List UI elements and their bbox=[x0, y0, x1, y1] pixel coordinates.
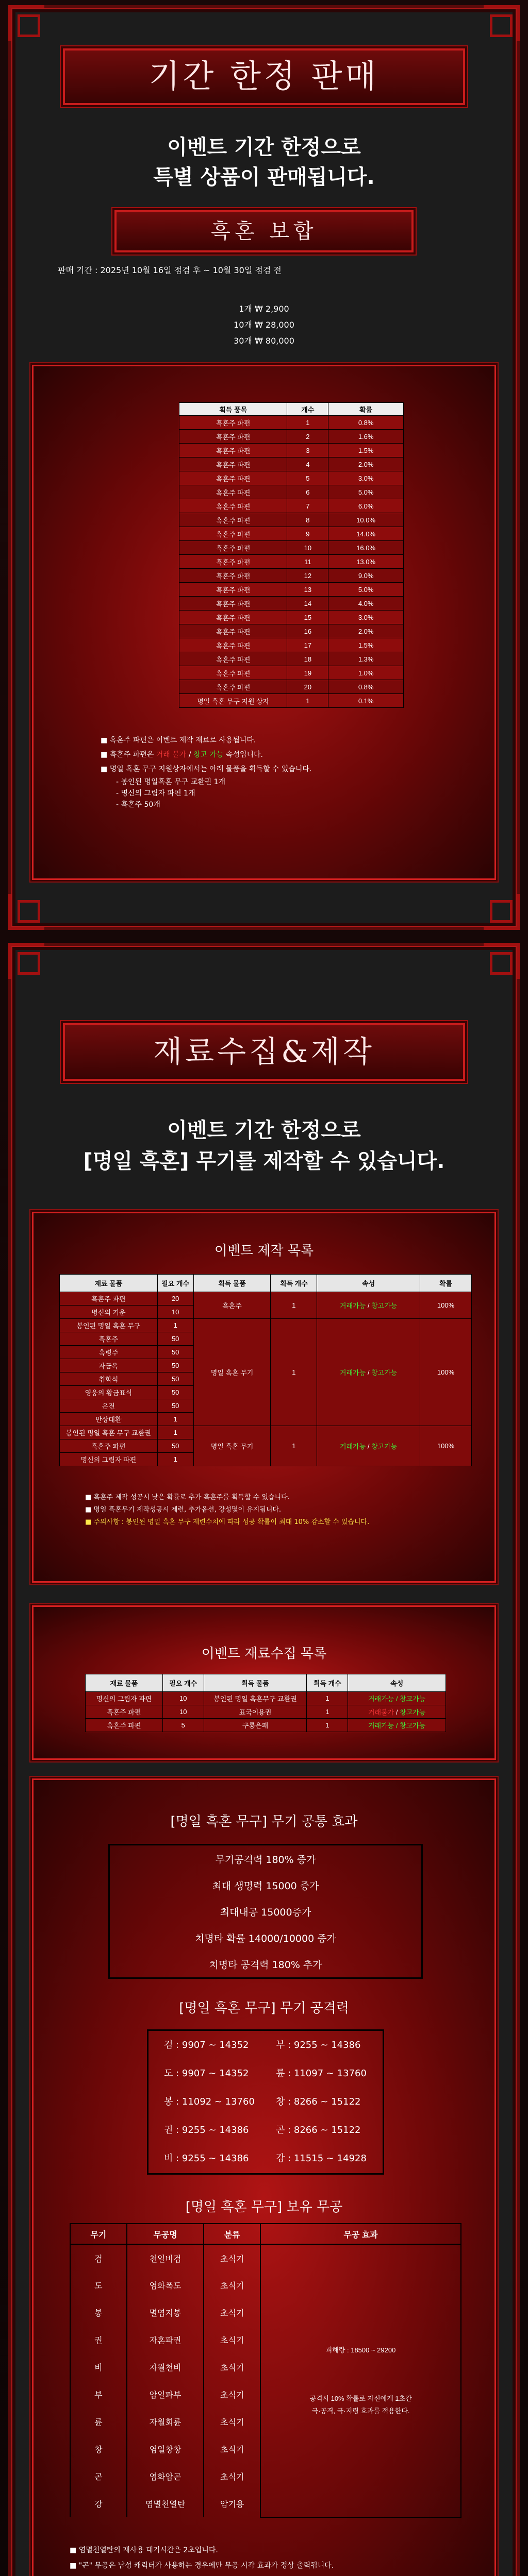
cell-item: 흑혼주 파편 bbox=[179, 597, 287, 611]
cell-item: 흑혼주 파편 bbox=[179, 666, 287, 680]
header-count: 개수 bbox=[287, 403, 328, 416]
note-text: 흑혼주 제작 성공시 낮은 확률로 추가 흑혼주를 획득할 수 있습니다. bbox=[93, 1494, 290, 1501]
cell-count: 5 bbox=[287, 471, 328, 485]
col-result-count: 획득 개수 bbox=[271, 1275, 317, 1292]
cell-type: 초식기 bbox=[204, 2408, 260, 2435]
craft-lead-line1: 이벤트 기간 한정으로 bbox=[167, 1118, 361, 1142]
cell-count: 2 bbox=[287, 430, 328, 444]
table-row bbox=[179, 513, 404, 527]
cell-weapon: 부 bbox=[70, 2381, 127, 2408]
cell-need: 1 bbox=[157, 1453, 193, 1466]
cell-attr bbox=[317, 1319, 420, 1426]
cell-rate: 1.3% bbox=[328, 652, 404, 666]
cell-skill-name: 자월천비 bbox=[127, 2353, 204, 2381]
attr-trade-ok: 거래가능 bbox=[340, 1302, 366, 1310]
cell-rate: 3.0% bbox=[328, 611, 404, 624]
col-skill-name: 무공명 bbox=[127, 2224, 204, 2244]
cell-result-count: 1 bbox=[271, 1426, 317, 1466]
note-text: 명일 흑혼무기 제작성공시 제련, 추가옵션, 강성몇이 유지됩니다. bbox=[93, 1506, 282, 1514]
cell-need: 10 bbox=[162, 1692, 204, 1705]
cell-skill-name: 천일비검 bbox=[127, 2244, 204, 2272]
skill-effect-line: 공격시 10% 확률로 자신에게 1초간 bbox=[309, 2395, 412, 2402]
common-effect-title: [명일 흑혼 무구] 무기 공통 효과 bbox=[170, 1814, 358, 1829]
cell-item: 흑혼주 파편 bbox=[179, 471, 287, 485]
cell-type: 초식기 bbox=[204, 2353, 260, 2381]
skill-effect-line: 극·공격, 극·지령 효과를 적용한다. bbox=[311, 2407, 410, 2415]
cell-result: 봉인된 명일 흑혼무구 교환권 bbox=[204, 1692, 307, 1705]
col-attr: 속성 bbox=[348, 1674, 446, 1692]
owned-skill-rows bbox=[70, 2244, 461, 2517]
cell-material: 명신의 기운 bbox=[60, 1306, 158, 1319]
cell-type: 초식기 bbox=[204, 2381, 260, 2408]
cell-item: 흑혼주 파편 bbox=[179, 555, 287, 569]
col-rate: 확률 bbox=[420, 1275, 472, 1292]
note-text: 주의사항 : 봉인된 명일 흑혼 무구 제련수치에 따라 성공 확률이 최대 10% 감소할 수 있습니다. bbox=[93, 1518, 370, 1526]
collect-table bbox=[85, 1674, 446, 1732]
collect-row bbox=[86, 1692, 446, 1705]
cell-type: 초식기 bbox=[204, 2463, 260, 2490]
note-item bbox=[70, 2573, 350, 2576]
cell-skill-name: 자혼파권 bbox=[127, 2326, 204, 2353]
skill-damage: 피해량 : 18500 ~ 29200 bbox=[325, 2346, 396, 2354]
corner-ornament bbox=[484, 943, 520, 979]
col-type: 분류 bbox=[204, 2224, 260, 2244]
cell-need: 50 bbox=[157, 1439, 193, 1453]
cell-rate: 1.0% bbox=[328, 666, 404, 680]
attr-storage-ok: 창고가능 bbox=[371, 1443, 398, 1450]
cell-count: 14 bbox=[287, 597, 328, 611]
cell-need: 1 bbox=[157, 1319, 193, 1332]
cell-skill-name: 멸염지봉 bbox=[127, 2299, 204, 2326]
sale-lead-line1: 이벤트 기간 한정으로 bbox=[167, 135, 361, 159]
effect-line: 치명타 확률 14000/10000 증가 bbox=[195, 1933, 336, 1944]
cell-material: 영웅의 황금표식 bbox=[60, 1386, 158, 1399]
cell-rate: 1.5% bbox=[328, 638, 404, 652]
corner-ornament bbox=[484, 5, 520, 41]
cell-need: 50 bbox=[157, 1346, 193, 1359]
craft-table bbox=[59, 1274, 472, 1466]
cell-need: 1 bbox=[157, 1426, 193, 1439]
attack-row bbox=[148, 2116, 383, 2144]
cell-material: 흑혼주 파편 bbox=[60, 1439, 158, 1453]
cell-rate: 0.8% bbox=[328, 680, 404, 694]
subnote: - 봉인된 명일흑혼 무구 교환권 1개 bbox=[116, 778, 226, 786]
cell-material: 흑혼주 파편 bbox=[60, 1292, 158, 1306]
table-row bbox=[179, 569, 404, 583]
weapon-attack-box bbox=[147, 2029, 384, 2175]
cell-item: 흑혼주 파편 bbox=[179, 638, 287, 652]
note-text: "곤" 무공은 남성 캐릭터가 사용하는 경우에만 무공 시각 효과가 정상 출력됩니다. bbox=[78, 2562, 334, 2570]
craft-lead-line2: [명일 흑혼] 무기를 제작할 수 있습니다. bbox=[83, 1149, 445, 1173]
craft-row bbox=[60, 1319, 472, 1332]
cell-skill-effect bbox=[260, 2244, 461, 2517]
attack-value: 비 : 9255 ~ 14386 bbox=[164, 2153, 249, 2164]
owned-skill-table bbox=[70, 2223, 461, 2518]
cell-item: 흑혼주 파편 bbox=[179, 416, 287, 430]
table-row bbox=[179, 555, 404, 569]
cell-material: 명신의 그림자 파편 bbox=[60, 1453, 158, 1466]
cell-item: 흑혼주 파편 bbox=[179, 457, 287, 471]
attack-value: 검 : 9907 ~ 14352 bbox=[164, 2040, 249, 2050]
table-row bbox=[179, 471, 404, 485]
cell-attr bbox=[348, 1705, 446, 1719]
attr-sep: / bbox=[186, 751, 193, 759]
attr-trade-ok: 거래가능 bbox=[340, 1369, 366, 1377]
cell-result: 구룡은패 bbox=[204, 1719, 307, 1732]
cell-rate: 4.0% bbox=[328, 597, 404, 611]
cell-type: 초식기 bbox=[204, 2272, 260, 2299]
cell-item: 명일 흑혼 무구 지원 상자 bbox=[179, 694, 287, 708]
table-row bbox=[179, 527, 404, 541]
note-item: ■ "곤" 무공은 남성 캐릭터가 사용하는 경우에만 무공 시각 효과가 정상 출력됩니다. bbox=[70, 2562, 334, 2570]
cell-material: 명신의 그림자 파편 bbox=[86, 1692, 163, 1705]
table-row bbox=[179, 680, 404, 694]
cell-need: 50 bbox=[157, 1372, 193, 1386]
craft-section bbox=[8, 943, 520, 2576]
cell-material: 봉인된 명일 흑혼 무구 bbox=[60, 1319, 158, 1332]
cell-need: 50 bbox=[157, 1332, 193, 1346]
cell-weapon: 비 bbox=[70, 2353, 127, 2381]
table-row bbox=[179, 457, 404, 471]
price-30: 30개 ₩ 80,000 bbox=[234, 336, 294, 346]
note-item: ■ 흑혼주 파편은 이벤트 제작 재료로 사용됩니다. bbox=[101, 736, 256, 744]
table-row bbox=[179, 597, 404, 611]
weapon-effects-panel bbox=[32, 1778, 496, 2576]
cell-need: 10 bbox=[162, 1705, 204, 1719]
weapon-attack-grid bbox=[148, 2031, 383, 2173]
col-attr: 속성 bbox=[317, 1275, 420, 1292]
cell-material: 은전 bbox=[60, 1399, 158, 1413]
cell-result-count: 1 bbox=[307, 1719, 348, 1732]
col-skill-effect: 무공 효과 bbox=[260, 2224, 461, 2244]
cell-rate: 1.6% bbox=[328, 430, 404, 444]
cell-count: 11 bbox=[287, 555, 328, 569]
collect-list-panel bbox=[32, 1605, 496, 1760]
cell-count: 4 bbox=[287, 457, 328, 471]
attack-row bbox=[148, 2031, 383, 2059]
cell-rate: 0.1% bbox=[328, 694, 404, 708]
cell-attr bbox=[317, 1426, 420, 1466]
note-text: 흑혼주 파편은 이벤트 제작 재료로 사용됩니다. bbox=[109, 736, 256, 744]
cell-weapon: 륜 bbox=[70, 2408, 127, 2435]
limited-sale-title: 기간 한정 판매 bbox=[63, 48, 465, 105]
subnote: - 흑혼주 50개 bbox=[116, 801, 160, 809]
cell-skill-name: 염화암곤 bbox=[127, 2463, 204, 2490]
cell-count: 3 bbox=[287, 444, 328, 457]
cell-rate: 1.5% bbox=[328, 444, 404, 457]
cell-item: 흑혼주 파편 bbox=[179, 652, 287, 666]
collect-row bbox=[86, 1719, 446, 1732]
cell-weapon: 창 bbox=[70, 2435, 127, 2463]
note-text: 속성입니다. bbox=[223, 751, 263, 759]
cell-item: 흑혼주 파편 bbox=[179, 680, 287, 694]
table-row bbox=[179, 583, 404, 597]
attr-trade-no: 거래불가 bbox=[368, 1708, 394, 1716]
cell-result: 명일 흑혼 무기 bbox=[193, 1319, 271, 1426]
cell-count: 12 bbox=[287, 569, 328, 583]
collect-rows bbox=[86, 1692, 446, 1732]
note-text: 염멸천열탄의 재사용 대기시간은 2초입니다. bbox=[78, 2546, 218, 2554]
cell-material: 흑혼주 파편 bbox=[86, 1719, 163, 1732]
craft-row bbox=[60, 1426, 472, 1439]
attack-value: 권 : 9255 ~ 14386 bbox=[164, 2125, 249, 2136]
col-result-count: 획득 개수 bbox=[307, 1674, 348, 1692]
cell-item: 흑혼주 파편 bbox=[179, 513, 287, 527]
cell-count: 18 bbox=[287, 652, 328, 666]
cell-rate: 2.0% bbox=[328, 457, 404, 471]
cell-item: 흑혼주 파편 bbox=[179, 527, 287, 541]
cell-rate: 100% bbox=[420, 1426, 472, 1466]
cell-item: 흑혼주 파편 bbox=[179, 499, 287, 513]
col-result: 획득 물품 bbox=[193, 1275, 271, 1292]
attr-sep: / bbox=[366, 1369, 372, 1377]
cell-need: 50 bbox=[157, 1386, 193, 1399]
cell-item: 흑혼주 파편 bbox=[179, 430, 287, 444]
cell-material: 흑혼주 bbox=[60, 1332, 158, 1346]
weapon-attack-title: [명일 흑혼 무구] 무기 공격력 bbox=[179, 2001, 349, 2016]
collect-list-title: 이벤트 재료수집 목록 bbox=[201, 1646, 327, 1662]
cell-material: 만상대환 bbox=[60, 1413, 158, 1426]
cell-need: 50 bbox=[157, 1399, 193, 1413]
cell-type: 초식기 bbox=[204, 2299, 260, 2326]
attr-trade-ok: 거래가능 bbox=[340, 1443, 366, 1450]
attr-ok: 거래가능 / 창고가능 bbox=[368, 1695, 426, 1703]
limited-sale-section bbox=[8, 5, 520, 930]
cell-result-count: 1 bbox=[307, 1705, 348, 1719]
effect-line: 최대 생명력 15000 증가 bbox=[212, 1880, 319, 1892]
subnote: - 명신의 그림자 파편 1개 bbox=[116, 789, 195, 798]
craft-title: 재료수집&제작 bbox=[63, 1023, 465, 1081]
cell-rate: 16.0% bbox=[328, 541, 404, 555]
cell-rate: 2.0% bbox=[328, 624, 404, 638]
table-row bbox=[179, 416, 404, 430]
cell-weapon: 권 bbox=[70, 2326, 127, 2353]
cell-item: 흑혼주 파편 bbox=[179, 569, 287, 583]
cell-need: 10 bbox=[157, 1306, 193, 1319]
table-row bbox=[179, 499, 404, 513]
attack-row bbox=[148, 2088, 383, 2116]
attr-sep: / bbox=[366, 1302, 372, 1310]
gacha-rate-rows bbox=[179, 416, 404, 708]
gacha-rate-panel bbox=[32, 365, 496, 880]
cell-item: 흑혼주 파편 bbox=[179, 444, 287, 457]
table-row bbox=[179, 694, 404, 708]
cell-count: 1 bbox=[287, 694, 328, 708]
cell-rate: 6.0% bbox=[328, 499, 404, 513]
cell-count: 19 bbox=[287, 666, 328, 680]
price-list bbox=[11, 301, 517, 349]
attack-value: 부 : 9255 ~ 14386 bbox=[276, 2040, 361, 2050]
cell-skill-name: 암일파부 bbox=[127, 2381, 204, 2408]
note-item: ■ 염멸천열탄의 재사용 대기시간은 2초입니다. bbox=[70, 2546, 218, 2554]
cell-item: 흑혼주 파편 bbox=[179, 541, 287, 555]
attack-value: 륜 : 11097 ~ 13760 bbox=[276, 2068, 367, 2079]
note-item: ■ 흑혼주 제작 성공시 낮은 확률로 추가 흑혼주를 획득할 수 있습니다. bbox=[85, 1494, 290, 1501]
cell-material: 취화석 bbox=[60, 1372, 158, 1386]
table-row bbox=[179, 444, 404, 457]
attack-value: 강 : 11515 ~ 14928 bbox=[276, 2153, 367, 2164]
cell-count: 13 bbox=[287, 583, 328, 597]
attack-row bbox=[148, 2144, 383, 2173]
spacer bbox=[261, 2357, 460, 2393]
owned-skill-notes bbox=[70, 2543, 350, 2576]
cell-weapon: 강 bbox=[70, 2490, 127, 2517]
gacha-notes bbox=[101, 733, 311, 810]
note-item: ■ 흑혼주 파편은 거래 불가 / 창고 가능 속성입니다. bbox=[101, 751, 263, 759]
cell-count: 6 bbox=[287, 485, 328, 499]
cell-attr bbox=[348, 1692, 446, 1705]
craft-list-panel bbox=[32, 1212, 496, 1583]
price-1: 1개 ₩ 2,900 bbox=[239, 304, 289, 314]
attack-value: 곤 : 8266 ~ 15122 bbox=[276, 2125, 361, 2136]
cell-rate: 3.0% bbox=[328, 471, 404, 485]
attack-row bbox=[148, 2059, 383, 2088]
cell-result: 표국이용권 bbox=[204, 1705, 307, 1719]
note-text: 흑혼주 파편은 bbox=[109, 751, 154, 759]
cell-attr bbox=[317, 1292, 420, 1319]
corner-ornament bbox=[484, 894, 520, 930]
attack-value: 봉 : 11092 ~ 13760 bbox=[164, 2096, 255, 2107]
cell-rate: 14.0% bbox=[328, 527, 404, 541]
gacha-rate-table bbox=[179, 402, 404, 708]
cell-count: 1 bbox=[287, 416, 328, 430]
owned-skill-title: [명일 흑혼 무구] 보유 무공 bbox=[185, 2199, 343, 2215]
cell-material: 흑혼주 파편 bbox=[86, 1705, 163, 1719]
effect-line: 무기공격력 180% 증가 bbox=[215, 1854, 316, 1866]
cell-count: 20 bbox=[287, 680, 328, 694]
table-row bbox=[179, 430, 404, 444]
corner-ornament bbox=[8, 894, 44, 930]
table-row bbox=[179, 652, 404, 666]
col-need: 필요 개수 bbox=[157, 1275, 193, 1292]
cell-need: 5 bbox=[162, 1719, 204, 1732]
skill-row bbox=[70, 2244, 461, 2272]
cell-item: 흑혼주 파편 bbox=[179, 583, 287, 597]
collect-row bbox=[86, 1705, 446, 1719]
note-item: ■ 명일 흑혼무기 제작성공시 제련, 추가옵션, 강성몇이 유지됩니다. bbox=[85, 1506, 282, 1514]
craft-rows bbox=[60, 1292, 472, 1466]
attack-value: 도 : 9907 ~ 14352 bbox=[164, 2068, 249, 2079]
cell-skill-name: 염화폭도 bbox=[127, 2272, 204, 2299]
table-row bbox=[179, 624, 404, 638]
col-material: 재료 물품 bbox=[60, 1275, 158, 1292]
craft-row bbox=[60, 1292, 472, 1306]
table-row bbox=[179, 611, 404, 624]
cell-type: 초식기 bbox=[204, 2435, 260, 2463]
cell-material: 자금옥 bbox=[60, 1359, 158, 1372]
craft-notes bbox=[85, 1492, 369, 1529]
cell-item: 흑혼주 파편 bbox=[179, 485, 287, 499]
table-row bbox=[179, 666, 404, 680]
sale-lead-line2: 특별 상품이 판매됩니다. bbox=[153, 165, 375, 189]
cell-count: 16 bbox=[287, 624, 328, 638]
cell-result-count: 1 bbox=[271, 1319, 317, 1426]
attr-sep: / bbox=[394, 1708, 400, 1716]
cell-item: 흑혼주 파편 bbox=[179, 611, 287, 624]
attr-storage-ok: 창고가능 bbox=[371, 1302, 398, 1310]
attack-value: 창 : 8266 ~ 15122 bbox=[276, 2096, 361, 2107]
cell-need: 50 bbox=[157, 1359, 193, 1372]
col-need: 필요 개수 bbox=[162, 1674, 204, 1692]
header-item: 획득 품목 bbox=[179, 403, 287, 416]
cell-material: 봉인된 명일 흑혼 무구 교환권 bbox=[60, 1426, 158, 1439]
cell-rate: 100% bbox=[420, 1292, 472, 1319]
cell-count: 15 bbox=[287, 611, 328, 624]
attr-storage-ok: 창고가능 bbox=[400, 1708, 426, 1716]
col-result: 획득 물품 bbox=[204, 1674, 307, 1692]
sale-period: 판매 기간 : 2025년 10월 16일 점검 후 ~ 10월 30일 점검 전 bbox=[58, 265, 282, 275]
cell-result-count: 1 bbox=[271, 1292, 317, 1319]
header-rate: 확률 bbox=[328, 403, 404, 416]
cell-rate: 13.0% bbox=[328, 555, 404, 569]
cell-skill-name: 염멸천열탄 bbox=[127, 2490, 204, 2517]
table-row bbox=[179, 485, 404, 499]
effect-line: 최대내공 15000증가 bbox=[220, 1907, 311, 1918]
cell-weapon: 봉 bbox=[70, 2299, 127, 2326]
cell-result-count: 1 bbox=[307, 1692, 348, 1705]
attr-storage-ok: 창고 가능 bbox=[193, 751, 224, 759]
cell-attr bbox=[348, 1719, 446, 1732]
cell-weapon: 검 bbox=[70, 2244, 127, 2272]
cell-result: 명일 흑혼 무기 bbox=[193, 1426, 271, 1466]
cell-count: 7 bbox=[287, 499, 328, 513]
cell-need: 20 bbox=[157, 1292, 193, 1306]
effect-line: 치명타 공격력 180% 추가 bbox=[209, 1959, 322, 1971]
cell-rate: 0.8% bbox=[328, 416, 404, 430]
cell-count: 9 bbox=[287, 527, 328, 541]
cell-skill-name: 자월회륜 bbox=[127, 2408, 204, 2435]
cell-type: 초식기 bbox=[204, 2326, 260, 2353]
craft-list-title: 이벤트 제작 목록 bbox=[214, 1243, 314, 1259]
cell-rate: 9.0% bbox=[328, 569, 404, 583]
cell-skill-name: 염일창창 bbox=[127, 2435, 204, 2463]
cell-count: 10 bbox=[287, 541, 328, 555]
cell-count: 8 bbox=[287, 513, 328, 527]
cell-weapon: 도 bbox=[70, 2272, 127, 2299]
cell-material: 흑령주 bbox=[60, 1346, 158, 1359]
cell-need: 1 bbox=[157, 1413, 193, 1426]
price-10: 10개 ₩ 28,000 bbox=[234, 320, 294, 330]
cell-type: 암기용 bbox=[204, 2490, 260, 2517]
cell-rate: 5.0% bbox=[328, 583, 404, 597]
cell-type: 초식기 bbox=[204, 2244, 260, 2272]
corner-ornament bbox=[8, 5, 44, 41]
note-item: ■ 명일 흑혼 무구 지원상자에서는 아래 물품을 획득할 수 있습니다. bbox=[101, 765, 312, 773]
cell-rate: 10.0% bbox=[328, 513, 404, 527]
note-warning: ■ 주의사항 : 봉인된 명일 흑혼 무구 제련수치에 따라 성공 확률이 최대 10% 감소할 수 있습니다. bbox=[85, 1518, 370, 1526]
attr-storage-ok: 창고가능 bbox=[371, 1369, 398, 1377]
table-row bbox=[179, 541, 404, 555]
col-material: 재료 물품 bbox=[86, 1674, 163, 1692]
attr-trade-no: 거래 불가 bbox=[156, 751, 187, 759]
corner-ornament bbox=[8, 943, 44, 979]
cell-count: 17 bbox=[287, 638, 328, 652]
item-name-banner: 흑혼 보합 bbox=[114, 210, 414, 252]
cell-rate: 5.0% bbox=[328, 485, 404, 499]
attr-sep: / bbox=[366, 1443, 372, 1450]
col-weapon: 무기 bbox=[70, 2224, 127, 2244]
cell-item: 흑혼주 파편 bbox=[179, 624, 287, 638]
table-row bbox=[179, 638, 404, 652]
cell-rate: 100% bbox=[420, 1319, 472, 1426]
attr-ok: 거래가능 / 창고가능 bbox=[368, 1722, 426, 1730]
cell-weapon: 곤 bbox=[70, 2463, 127, 2490]
note-text: 명일 흑혼 무구 지원상자에서는 아래 물품을 획득할 수 있습니다. bbox=[109, 765, 312, 773]
common-effect-box bbox=[108, 1844, 423, 1979]
cell-result: 흑혼주 bbox=[193, 1292, 271, 1319]
